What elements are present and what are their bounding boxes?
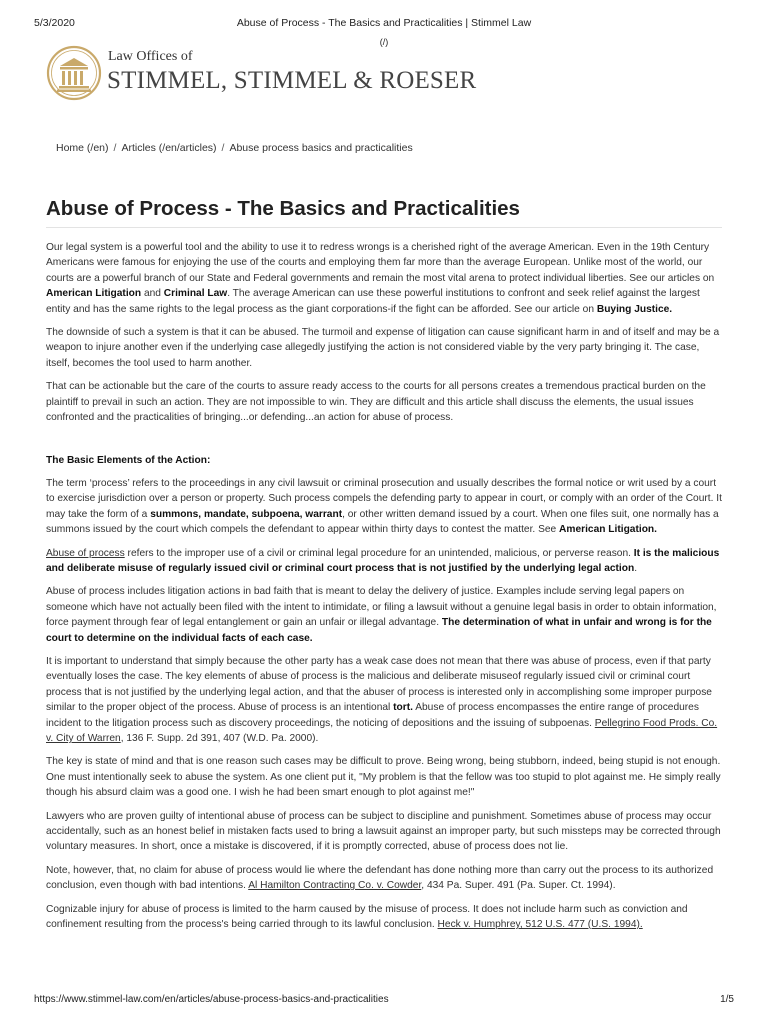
text: refers to the improper use of a civil or criminal legal procedure for an unintended, malicious, or perverse reason. bbox=[124, 547, 634, 559]
text: Our legal system is a powerful tool and the ability to use it to redress wrongs is a cherished right of the average American. Even in the 19th Century Americans were famous for enjoying the use of the courts and employing them far more than the average European. Unlike most of the world, our courts are a powerful branch of our State and Federal governments and remain the most vital arena to protect individual liberties. See our articles on bbox=[46, 242, 715, 284]
paragraph-abuse-definition bbox=[46, 546, 724, 577]
text: Abuse of process includes litigation actions in bad faith that is meant to delay the delivery of justice. Examples include serving legal papers on someone which have not actually been filed with the intent to intimidate, or filing a lawsuit without a genuine legal basis in order to obtain information, force payment through fear of legal entanglement or gain an unfair or illegal advantage. bbox=[46, 586, 717, 629]
text: . bbox=[634, 562, 638, 574]
section-heading: The Basic Elements of the Action: bbox=[46, 455, 211, 467]
breadcrumb-current: Abuse process basics and practicalities bbox=[229, 142, 413, 154]
paragraph-downside: The downside of such a system is that it can be abused. The turmoil and expense of litigation can cause significant harm in and of itself and may be a weapon to injure another even if the underlying case allegedly justifying the action is not considered viable by the very party bringing it. The case, itself, becomes the tool used to harm another. bbox=[46, 327, 720, 369]
text: , or other written demand issued by a court. When one files suit, one normally has a summons issued by the court which compels the defendant to appear within thirty days to contest the matter. See bbox=[46, 508, 719, 536]
breadcrumb-home[interactable]: Home (/en) bbox=[56, 142, 109, 154]
text: Cognizable injury for abuse of process is limited to the harm caused by the misuse of process. It does not include harm such as conviction and confinement resulting from the process's being carried through to its lawful conclusion. bbox=[46, 903, 688, 931]
bold-text: summons, mandate, subpoena, warrant bbox=[150, 508, 343, 520]
firm-logo[interactable] bbox=[46, 45, 526, 101]
al-hamilton-case-link[interactable]: Al Hamilton Contracting Co. v. Cowder bbox=[248, 880, 422, 892]
logo-firm-name: STIMMEL, STIMMEL & ROESER bbox=[107, 67, 477, 94]
breadcrumb bbox=[56, 142, 413, 154]
tort-link[interactable]: tort. bbox=[393, 702, 413, 714]
text: Note, however, that, no claim for abuse of process would lie where the defendant has done nothing more than carry out the process to its authorized conclusion, even though with bad intentions. bbox=[46, 864, 714, 892]
paragraph-lawyers: Lawyers who are proven guilty of intentional abuse of process can be subject to discipline and punishment. Sometimes abuse of process may occur accidentally, such as an honest belief in mistaken facts used to bring a lawsuit against an improper party, but such missteps may be corrected through voluntary measures. In short, once a mistake is discovered, if it is promptly corrected, abuse of process does not lie. bbox=[46, 810, 721, 853]
text: , 136 F. Supp. 2d 391, 407 (W.D. Pa. 2000). bbox=[120, 732, 319, 744]
paragraph-key-elements bbox=[46, 654, 724, 746]
bold-text: It is the malicious and deliberate misuse of regularly issued civil or criminal court process that is not justified by the underlying legal action bbox=[46, 547, 720, 574]
paragraph-note bbox=[46, 863, 724, 894]
paragraph-actionable: That can be actionable but the care of the courts to assure ready access to the courts for all persons creates a tremendous practical burden on the plaintiff to prevail in such an action. They are not impossible to win. They are difficult and this article shall discuss the elements, the usual issues confronted and the practicalities of bringing...or defending...an action for abuse of process. bbox=[46, 381, 706, 424]
text: and bbox=[141, 288, 164, 300]
heck-case-link[interactable]: Heck v. Humphrey, 512 U.S. 477 (U.S. 1994). bbox=[437, 919, 643, 931]
paragraph-state-of-mind: The key is state of mind and that is one reason such cases may be difficult to prove. Being wrong, being stubborn, indeed, being stupid is not enough. One must intentionally seek to abuse the system. As one client put it, "My problem is that the fellow was too stupid to plot against me. He simply really though his absurd claim was a good one. I wish he had been smart enough to plot against me!" bbox=[46, 756, 721, 799]
article-body bbox=[46, 240, 724, 940]
page-url: https://www.stimmel-law.com/en/articles/abuse-process-basics-and-practicalities bbox=[34, 994, 389, 1005]
bold-text: The determination of what in unfair and wrong is for the court to determine on the individual facts of each case. bbox=[46, 617, 712, 644]
text: Abuse of process encompasses the entire range of procedures incident to the litigation process such as discovery proceedings, the noticing of depositions and the issuing of subpoenas. bbox=[46, 702, 699, 729]
text: . The average American can use these powerful institutions to confront and seek relief against the largest entity and has the same rights to the legal process as the giant corporations-if the fight can be afforded. See our article on bbox=[46, 288, 700, 315]
breadcrumb-separator: / bbox=[113, 142, 117, 154]
paragraph-process-definition bbox=[46, 476, 724, 538]
article-title: Abuse of Process - The Basics and Practicalities bbox=[46, 197, 520, 220]
page-number: 1/5 bbox=[720, 994, 734, 1005]
pellegrino-case-link[interactable]: Pellegrino Food Prods. Co. v. City of Warren bbox=[46, 717, 718, 744]
american-litigation-link[interactable]: American Litigation bbox=[46, 288, 142, 300]
american-litigation-link[interactable]: American Litigation. bbox=[559, 524, 657, 536]
text: The term ‘process’ refers to the proceedings in any civil lawsuit or criminal prosecution and usually describes the formal notice or writ used by a court to exercise jurisdiction over a person or property. Such process compels the defending party to appear in court, or comply with an order of the Court. It may take the form of a bbox=[46, 477, 722, 520]
paragraph-intro bbox=[46, 240, 724, 317]
criminal-law-link[interactable]: Criminal Law bbox=[163, 288, 228, 300]
print-header bbox=[0, 0, 768, 47]
buying-justice-link[interactable]: Buying Justice. bbox=[596, 303, 673, 315]
breadcrumb-separator: / bbox=[221, 142, 225, 154]
breadcrumb-articles[interactable]: Articles (/en/articles) bbox=[121, 142, 217, 154]
abuse-of-process-link[interactable]: Abuse of process bbox=[46, 547, 125, 559]
text: , 434 Pa. Super. 491 (Pa. Super. Ct. 1994). bbox=[421, 880, 616, 892]
logo-tagline: Law Offices of bbox=[108, 49, 193, 64]
paragraph-bad-faith bbox=[46, 584, 724, 646]
paragraph-injury bbox=[46, 902, 724, 933]
title-divider bbox=[46, 227, 722, 228]
text: It is important to understand that simply because the other party has a weak case does not mean that there was abuse of process, even if that party eventually loses the case. The key elements of abuse of process is the malicious and deliberate misuseof regularly issued civil or criminal court process that is not justified by the underlying legal action, and that the abuser of process is interested only in accomplishing some improper purpose similar to the proper object of the process. Abuse of process is an intentional bbox=[46, 655, 712, 714]
home-link[interactable]: (/) bbox=[379, 37, 389, 47]
courthouse-emblem-icon bbox=[46, 45, 102, 101]
print-date: 5/3/2020 bbox=[34, 17, 75, 29]
print-page-title: Abuse of Process - The Basics and Practicalities | Stimmel Law bbox=[236, 17, 532, 29]
